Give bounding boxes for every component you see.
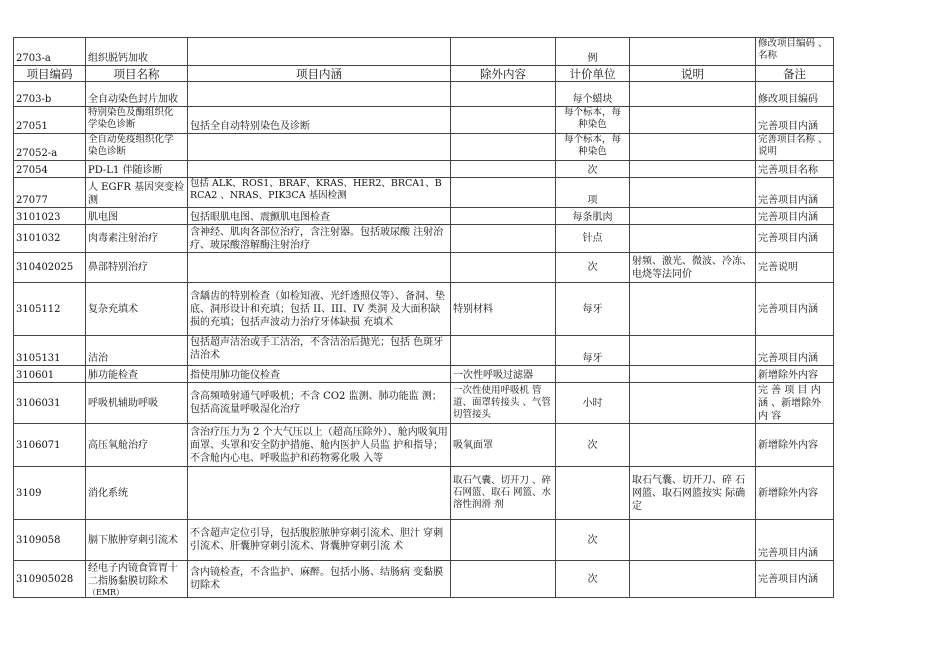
cell-unit: 针点: [556, 225, 630, 253]
cell-code: 27051: [14, 107, 86, 134]
cell-content: 包括超声洁治或手工洁治，不含洁治后抛光；包括 色斑牙洁治术: [188, 336, 451, 366]
cell-unit: [556, 467, 630, 520]
cell-code: 310905028: [14, 561, 86, 598]
cell-content: [188, 467, 451, 520]
table-row: [14, 38, 834, 66]
cell-content: [188, 82, 451, 107]
cell-explanation: [630, 520, 756, 561]
cell-explanation: [630, 225, 756, 253]
cell-unit: 小时: [556, 383, 630, 424]
cell-remark: 新增除外内容: [756, 366, 834, 383]
cell-excluded: [451, 520, 556, 561]
cell-content: 不含超声定位引导，包括腹腔脓肿穿刺引流术、胆汁 穿刺引流术、肝囊肿穿刺引流术、肾囊肿穿刺引流 术: [188, 520, 451, 561]
cell-explanation: [630, 383, 756, 424]
cell-name: 肺功能检查: [86, 366, 188, 383]
cell-content: [188, 38, 451, 66]
cell-explanation: [630, 82, 756, 107]
cell-name-text: 经电子内镜食管胃十 二指肠黏膜切除术: [88, 562, 178, 587]
table-row: [14, 161, 834, 178]
cell-code: 3101023: [14, 208, 86, 225]
cell-code: 27052-a: [14, 134, 86, 161]
cell-remark: 完善项目内涵: [756, 561, 834, 598]
table-row: [14, 336, 834, 366]
cell-code: 3106071: [14, 424, 86, 467]
cell-unit: 次: [556, 561, 630, 598]
cell-code: 27054: [14, 161, 86, 178]
cell-content: 包括 ALK、ROS1、BRAF、KRAS、HER2、BRCA1、BRCA2 、NRAS、PIK3CA 基因检测: [188, 178, 451, 208]
table-row: [14, 366, 834, 383]
cell-remark: 修改项目编码: [756, 82, 834, 107]
table-row: [14, 82, 834, 107]
cell-content: [188, 161, 451, 178]
table-row: [14, 253, 834, 283]
cell-excluded: [451, 336, 556, 366]
cell-remark: 完善项目内涵: [756, 283, 834, 336]
cell-explanation: [630, 208, 756, 225]
cell-unit: 每牙: [556, 283, 630, 336]
table-row: [14, 467, 834, 520]
table-row: [14, 134, 834, 161]
cell-remark: 完善项目内涵: [756, 107, 834, 134]
cell-excluded: 特别材料: [451, 283, 556, 336]
cell-name-suffix: （EMR）: [88, 587, 125, 597]
cell-explanation: [630, 561, 756, 598]
cell-name: 肉毒素注射治疗: [86, 225, 188, 253]
cell-content: 包括全自动特别染色及诊断: [188, 107, 451, 134]
cell-name: 特别染色及酶组织化 学染色诊断: [86, 107, 188, 134]
cell-excluded: [451, 253, 556, 283]
cell-excluded: [451, 561, 556, 598]
table-row: [14, 520, 834, 561]
cell-remark: 完 善 项 目 内 涵 、新增除外内 容: [756, 383, 834, 424]
cell-name: 复杂充填术: [86, 283, 188, 336]
cell-content: 指使用肺功能仪检查: [188, 366, 451, 383]
table-row: [14, 283, 834, 336]
cell-name: 人 EGFR 基因突变检测: [86, 178, 188, 208]
cell-excluded: 吸氧面罩: [451, 424, 556, 467]
cell-code: 3105131: [14, 336, 86, 366]
table-row: [14, 178, 834, 208]
cell-code: 310601: [14, 366, 86, 383]
cell-unit: 次: [556, 424, 630, 467]
cell-content: 含内镜检查，不含监护、麻醉。包括小肠、结肠病 变黏膜切除术: [188, 561, 451, 598]
cell-name: 鼻部特别治疗: [86, 253, 188, 283]
header-code: 项目编码: [14, 66, 86, 82]
cell-explanation: [630, 134, 756, 161]
cell-excluded: [451, 107, 556, 134]
cell-unit: 每个蜡块: [556, 82, 630, 107]
cell-name: 组织脱钙加收: [86, 38, 188, 66]
cell-explanation: [630, 178, 756, 208]
cell-code: 3105112: [14, 283, 86, 336]
header-explanation: 说明: [630, 66, 756, 82]
fee-item-table: [13, 37, 834, 598]
cell-explanation: 取石气囊、切开刀、碎 石网篮、取石网篮按实 际确定: [630, 467, 756, 520]
cell-code: 27077: [14, 178, 86, 208]
cell-name: 呼吸机辅助呼吸: [86, 383, 188, 424]
cell-remark: 完善项目内涵: [756, 178, 834, 208]
cell-name: 全自动免疫组织化学 染色诊断: [86, 134, 188, 161]
cell-name: 全自动染色封片加收: [86, 82, 188, 107]
table-row: [14, 424, 834, 467]
cell-remark: 完善项目名称 、说明: [756, 134, 834, 161]
cell-name: 膈下脓肿穿刺引流术: [86, 520, 188, 561]
cell-explanation: 射频、激光、微波、冷冻、电烧等法同价: [630, 253, 756, 283]
cell-code: 310402025: [14, 253, 86, 283]
header-excluded: 除外内容: [451, 66, 556, 82]
cell-unit: 每个标本，每 种染色: [556, 134, 630, 161]
cell-explanation: [630, 336, 756, 366]
cell-excluded: [451, 161, 556, 178]
cell-excluded: [451, 208, 556, 225]
cell-name: 肌电图: [86, 208, 188, 225]
cell-explanation: [630, 366, 756, 383]
table-row: [14, 561, 834, 598]
cell-unit: [556, 366, 630, 383]
cell-remark: 新增除外内容: [756, 424, 834, 467]
cell-explanation: [630, 424, 756, 467]
cell-excluded: 一次性呼吸过滤器: [451, 366, 556, 383]
cell-content: 含龋齿的特别检查（如检知液、光纤透照仪等）、备洞、垫底、洞形设计和充填；包括 II、III、IV 类洞 及大面积缺损的充填；包括声波动力治疗牙体缺损 充填术: [188, 283, 451, 336]
cell-excluded: [451, 178, 556, 208]
table-row: [14, 107, 834, 134]
cell-remark: 完善项目内涵: [756, 336, 834, 366]
cell-remark: 完善项目内涵: [756, 208, 834, 225]
cell-unit: 次: [556, 161, 630, 178]
cell-remark: 完善项目名称: [756, 161, 834, 178]
cell-excluded: [451, 134, 556, 161]
cell-name: 高压氧舱治疗: [86, 424, 188, 467]
cell-unit: 每条肌肉: [556, 208, 630, 225]
header-content: 项目内涵: [188, 66, 451, 82]
cell-name: [86, 561, 188, 598]
cell-remark: 完善项目内涵: [756, 520, 834, 561]
cell-content: [188, 134, 451, 161]
cell-remark: 修改项目编码 、名称: [756, 38, 834, 66]
cell-remark: 完善说明: [756, 253, 834, 283]
cell-content: 含神经、肌肉各部位治疗，含注射器。包括玻尿酸 注射治疗、玻尿酸溶解酶注射治疗: [188, 225, 451, 253]
cell-content: 含高频喷射通气呼吸机；不含 CO2 监测、肺功能监 测；包括高流量呼吸湿化治疗: [188, 383, 451, 424]
cell-excluded: [451, 82, 556, 107]
header-remark: 备注: [756, 66, 834, 82]
cell-excluded: 取石气囊、切开刀 、碎石网篮、取石 网篮、水溶性润滑 剂: [451, 467, 556, 520]
cell-code: 3109: [14, 467, 86, 520]
header-unit: 计价单位: [556, 66, 630, 82]
cell-unit: 每个标本，每 种染色: [556, 107, 630, 134]
cell-unit: 例: [556, 38, 630, 66]
cell-code: 2703-a: [14, 38, 86, 66]
cell-content: [188, 253, 451, 283]
header-name: 项目名称: [86, 66, 188, 82]
cell-name: PD-L1 伴随诊断: [86, 161, 188, 178]
table-row: [14, 208, 834, 225]
table-row: [14, 383, 834, 424]
cell-excluded: 一次性使用呼吸机 管道、面罩转接头 、气管切管接头: [451, 383, 556, 424]
table-row: [14, 225, 834, 253]
cell-code: 3106031: [14, 383, 86, 424]
cell-explanation: [630, 107, 756, 134]
cell-code: 3101032: [14, 225, 86, 253]
cell-unit: 每牙: [556, 336, 630, 366]
cell-unit: 次: [556, 520, 630, 561]
cell-code: 2703-b: [14, 82, 86, 107]
cell-explanation: [630, 283, 756, 336]
table-header: [14, 66, 834, 82]
cell-excluded: [451, 225, 556, 253]
cell-name: 洁治: [86, 336, 188, 366]
cell-excluded: [451, 38, 556, 66]
cell-explanation: [630, 38, 756, 66]
cell-remark: 完善项目内涵: [756, 225, 834, 253]
cell-remark: 新增除外内容: [756, 467, 834, 520]
cell-unit: 次: [556, 253, 630, 283]
cell-name: 消化系统: [86, 467, 188, 520]
cell-unit: 项: [556, 178, 630, 208]
cell-content: 包括眼肌电图、震颤肌电图检查: [188, 208, 451, 225]
cell-explanation: [630, 161, 756, 178]
cell-code: 3109058: [14, 520, 86, 561]
cell-content: 含治疗压力为 2 个大气压以上（超高压除外）、舱内吸氧用面罩、头罩和安全防护措施、舱内医护人员监 护和指导；不含舱内心电、呼吸监护和药物雾化吸 入等: [188, 424, 451, 467]
